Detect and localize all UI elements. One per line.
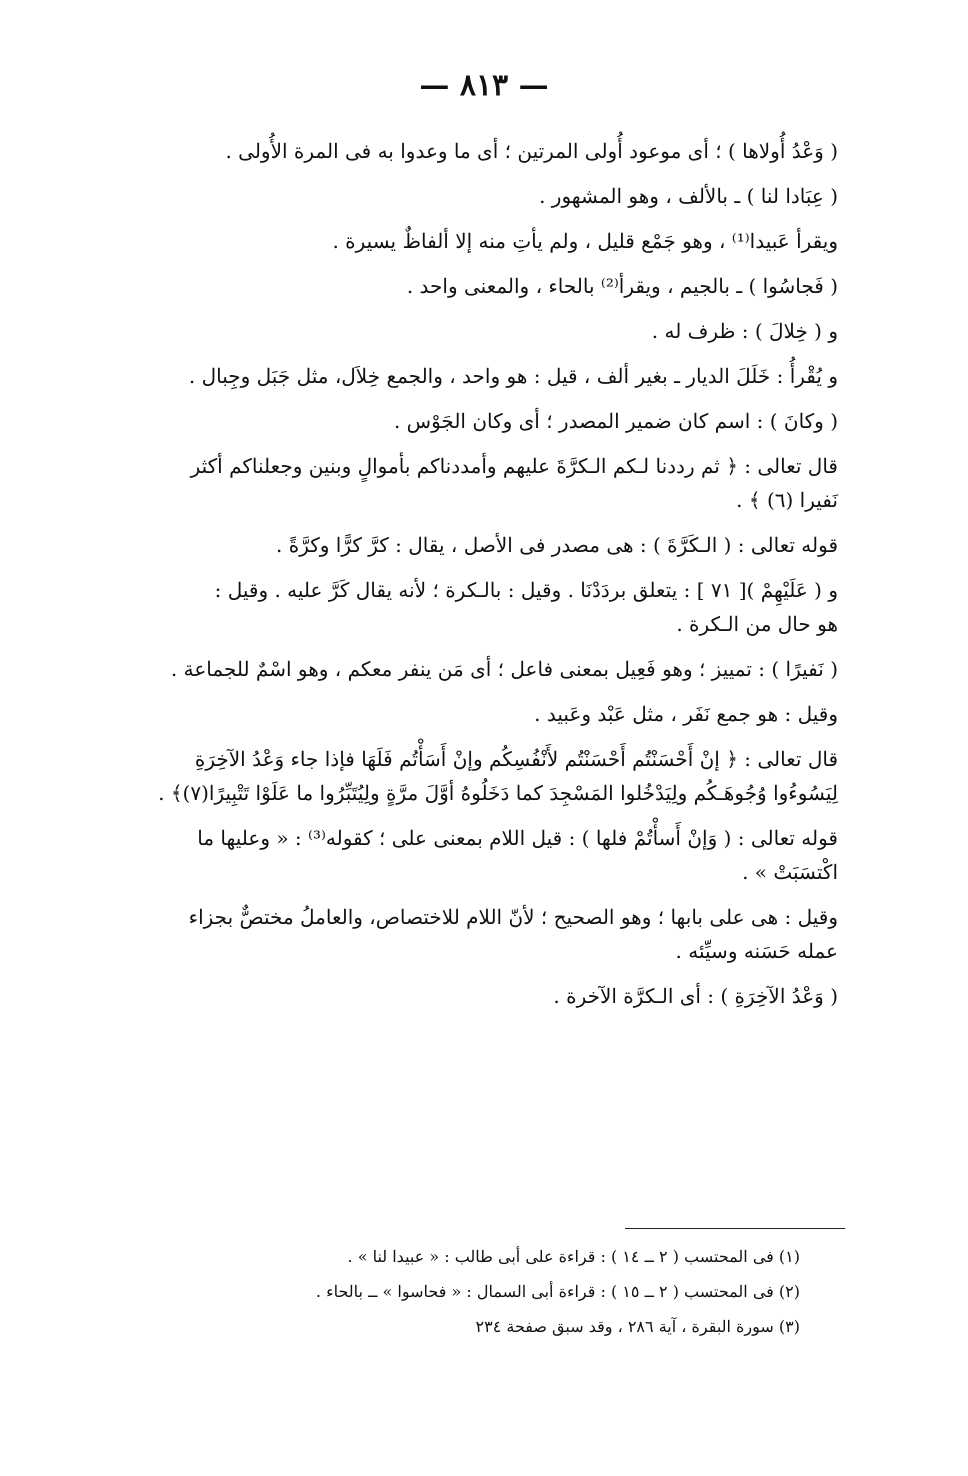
verse-line-continued: لِيَسُوءُوا وُجُوهَـكُم ولِيَدْخُلوا المَسْجِدَ كما دَخَلُوهُ أوَّلَ مرَّةٍ ولِيُتَبِّرُوا ما عَلَوْا تَتْبِيرًا(٧)﴾ . xyxy=(158,781,838,805)
text-line-continued: هو حال من الـكرة . xyxy=(676,612,838,636)
verse-line-continued: نَفيرا (٦) ﴾ . xyxy=(736,488,838,512)
text-line-continued: اكْتسَبَتْ » . xyxy=(742,860,838,884)
text-line: وقيل : هو جمع نَفَر ، مثل عَبْد وعَبيد . xyxy=(534,702,838,726)
footnote: (٣) سورة البقرة ، آية ٢٨٦ ، وقد سبق صفحة ٢٣٤ xyxy=(475,1317,800,1336)
footnote-divider xyxy=(625,1228,845,1229)
text-line: ( فَجاسُوا ) ـ بالجيم ، ويقرأ⁽²⁾ بالحاء ، والمعنى واحد . xyxy=(406,274,838,298)
text-line: قوله تعالى : ( الـكَرَّةَ ) : هى مصدر فى الأصل ، يقال : كرَّ كرًّا وكرَّةً . xyxy=(276,533,838,557)
text-line: ( وَعْدُ الآخِرَةِ ) : أى الـكرَّة الآخرة . xyxy=(553,984,838,1008)
text-line: و ( عَلَيْهِمْ )[ ٧١ ] : يتعلق بردَدْنَا . وقيل : بالـكرة ؛ لأنه يقال كَرَّ عليه . وقيل : xyxy=(214,578,838,602)
text-line: و يُقْرأُ : خَلَلَ الديار ـ بغير ألف ، قيل : هو واحد ، والجمع خِلاَل، مثل جَبَل وجِبال . xyxy=(188,364,838,388)
text-line: وقيل : هى على بابها ؛ وهو الصحيح ؛ لأنّ اللام للاختصاص، والعاملُ مختصٌّ بجزاء xyxy=(188,905,838,929)
text-line: ( وكانَ ) : اسم كان ضمير المصدر ؛ أى وكان الجَوْس . xyxy=(393,409,838,433)
body-text xyxy=(78,138,838,1028)
text-line: ( وَعْدُ أُولاها ) ؛ أى موعود أُولى المرتين ؛ أى ما وعدوا به فى المرة الأُولى . xyxy=(225,139,838,163)
footnote: (١) فى المحتسب ( ٢ ــ ١٤ ) : قراءة على أبى طالب : « عبيدا لنا » . xyxy=(347,1247,800,1266)
text-line: ويقرأ عَبيدا⁽¹⁾ ، وهو جَمْع قليل ، ولم يأتِ منه إلا ألفاظٌ يسيرة . xyxy=(332,229,838,253)
verse-line: قال تعالى : ﴿ ثم رددنا لـكم الـكرَّةَ عليهم وأمددناكم بأموالٍ وبنين وجعلناكم أكثر xyxy=(190,454,838,478)
footnote: (٢) فى المحتسب ( ٢ ــ ١٥ ) : قراءة أبى السمال : « فحاسوا » ــ بالحاء . xyxy=(315,1282,800,1301)
text-line-continued: عمله حَسَنه وسيِّئه . xyxy=(675,939,838,963)
text-line: قوله تعالى : ( وَإنْ أَسأْتُمْ فلها ) : قيل اللام بمعنى على ؛ كقوله⁽³⁾ : « وعليها ما xyxy=(197,826,838,850)
verse-line: قال تعالى : ﴿ إنْ أَحْسَنْتُم أَحْسَنْتُم لأَنْفُسِكُم وإنْ أَسَأْتُم فَلَهَا فإذا جاء وَعْدُ الآخِرَةِ xyxy=(194,747,838,771)
page-number: — ٨١٣ — xyxy=(419,68,549,103)
footnotes xyxy=(200,1246,800,1351)
text-line: ( نَفيرًا ) : تمييز ؛ وهو فَعِيل بمعنى فاعل ؛ أى مَن ينفر معكم ، وهو اسْمٌ للجماعة . xyxy=(170,657,838,681)
text-line: ( عِبَادا لنا ) ـ بالألف ، وهو المشهور . xyxy=(539,184,838,208)
text-line: و ( خِلالَ ) : ظرف له . xyxy=(651,319,838,343)
